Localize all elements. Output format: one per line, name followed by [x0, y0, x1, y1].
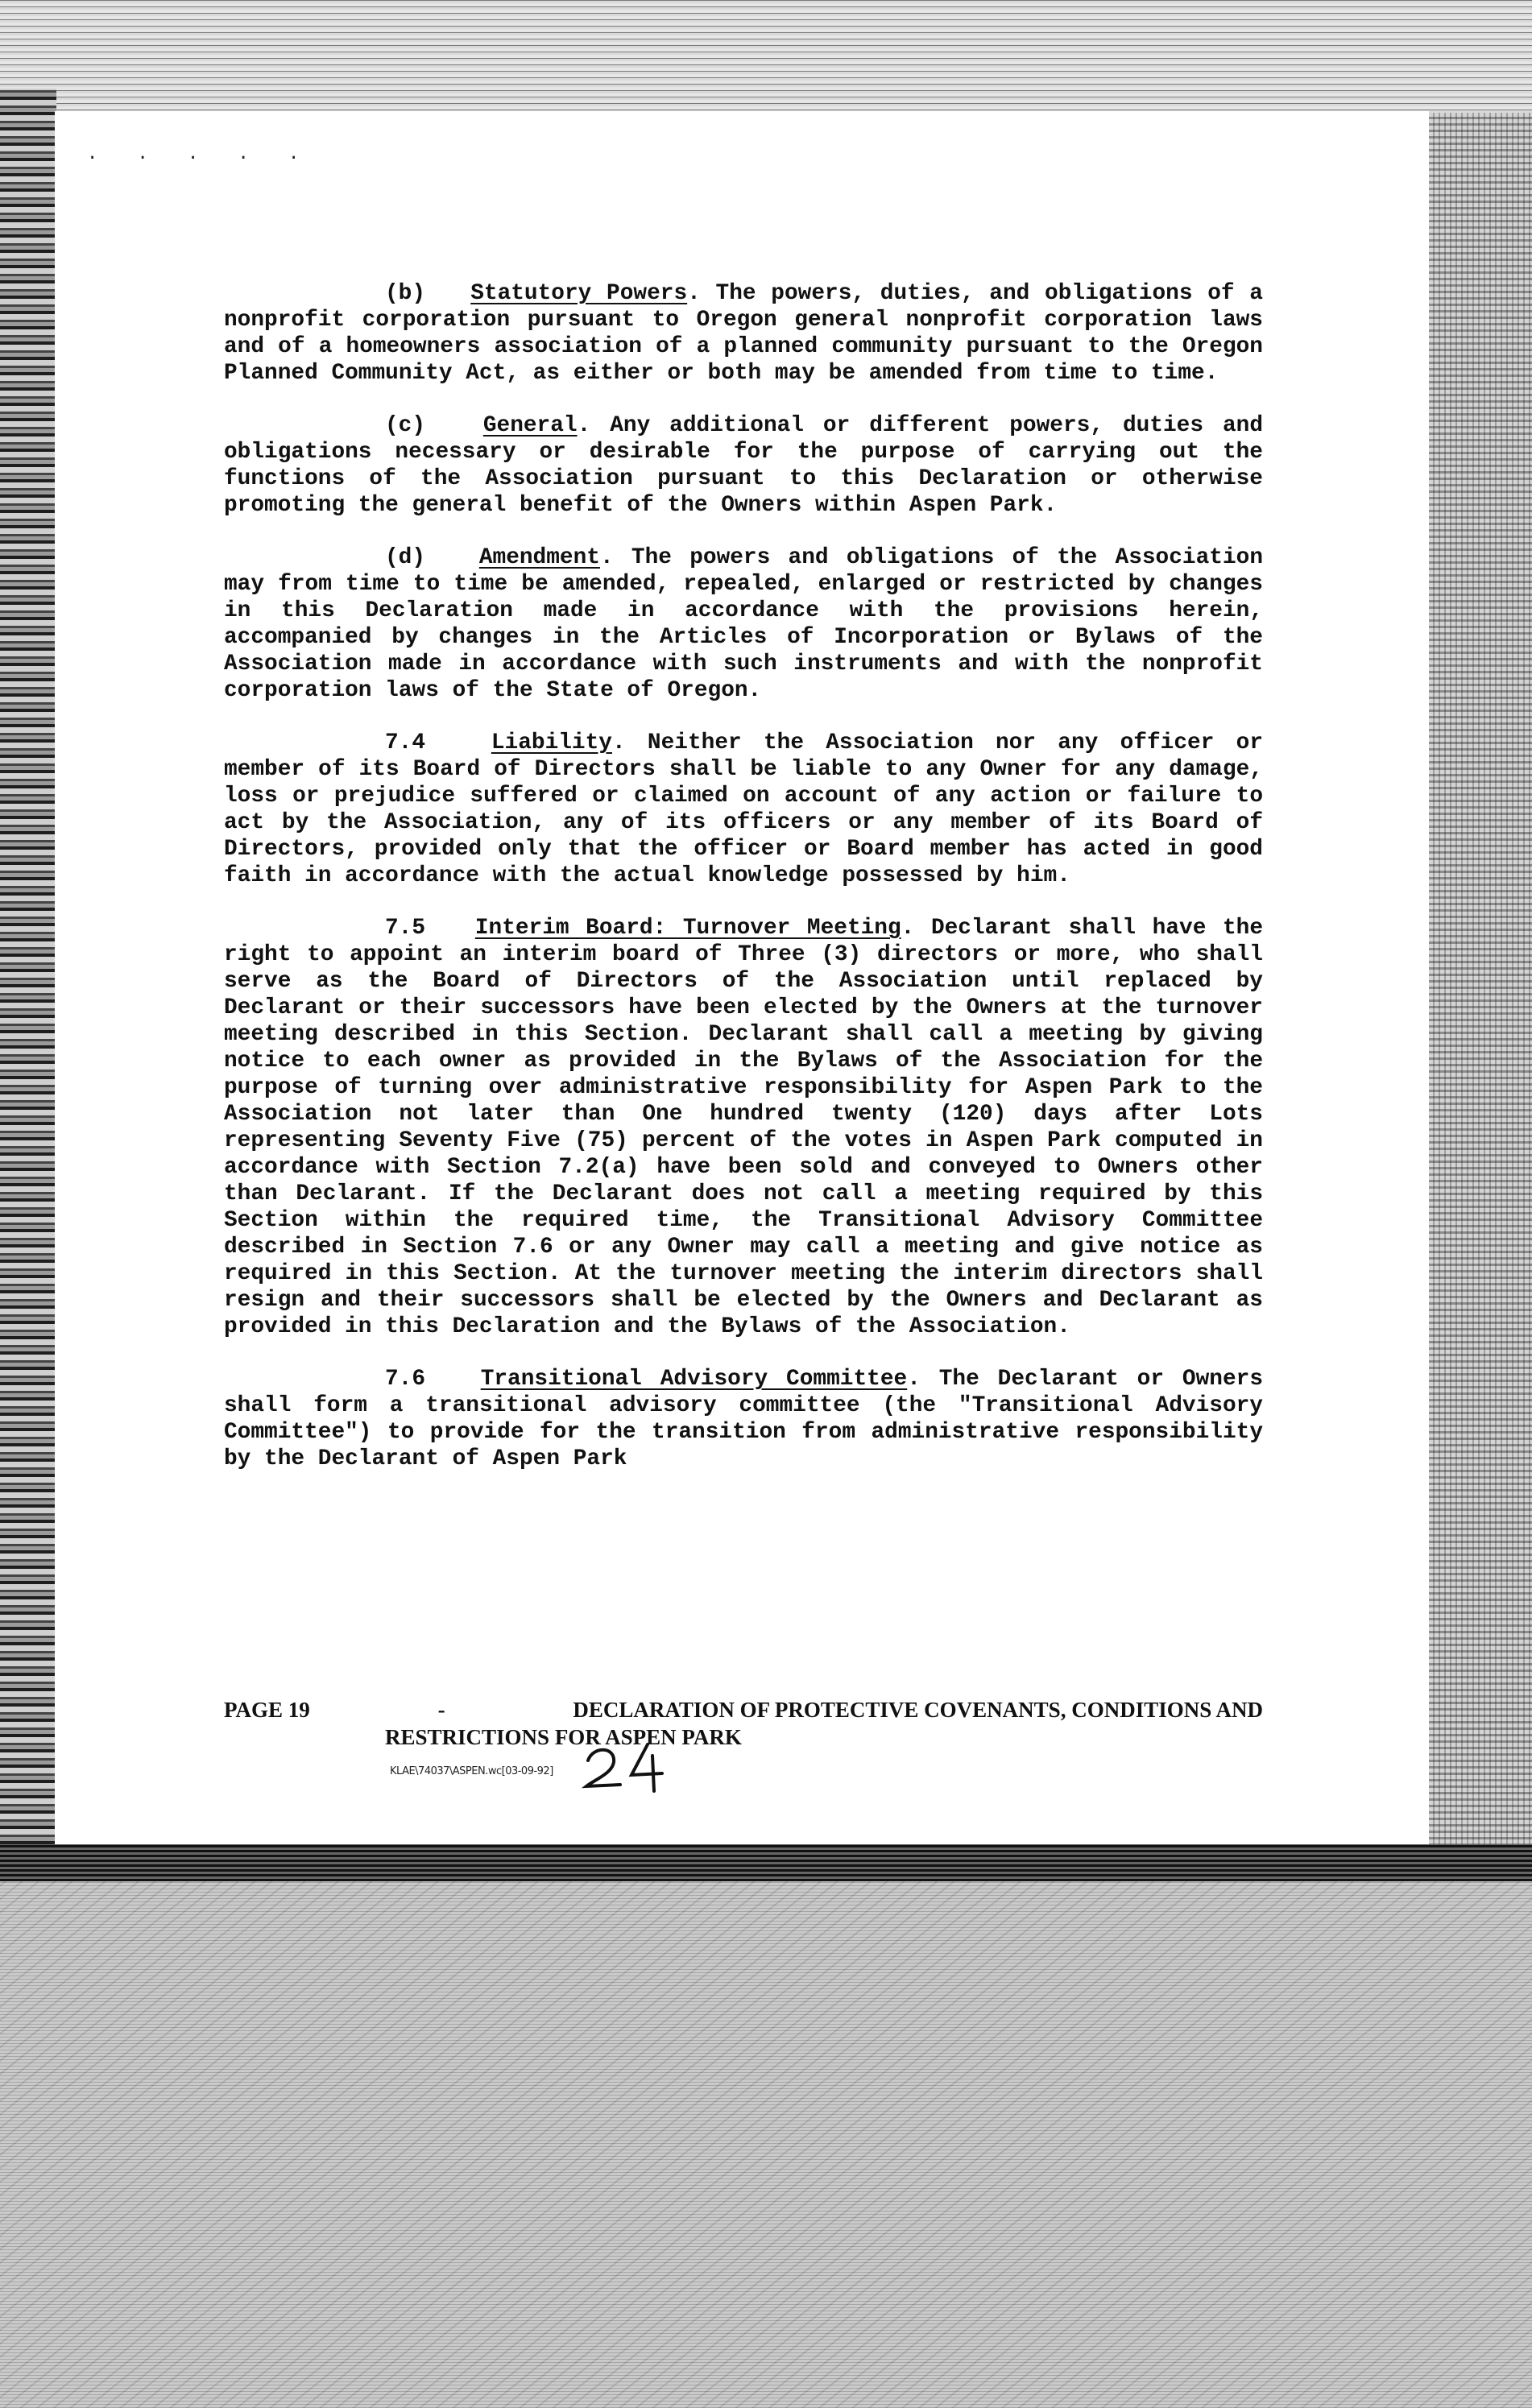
paragraph-label: (c): [385, 413, 426, 438]
handwritten-digit-4: [631, 1744, 662, 1791]
section-text: . The Declarant or Owners shall form a transitional advisory committee (the "Transitional Advisory Committee") to provide for the transition from administrative responsibility by the Declarant of Aspen Park: [224, 1367, 1263, 1471]
paragraph-label: (d): [385, 545, 426, 570]
scan-dark-band: [0, 1844, 1532, 1881]
handwritten-digit-2: [586, 1750, 620, 1786]
scan-noise-left: [0, 89, 56, 1844]
section-7-5: [224, 915, 1263, 1340]
footer-title-line-1: DECLARATION OF PROTECTIVE COVENANTS, CONDITIONS AND: [573, 1698, 1263, 1722]
footer-separator: -: [437, 1698, 445, 1722]
section-7-6: [224, 1366, 1263, 1472]
section-text: . Neither the Association nor any officer or member of its Board of Directors shall be liable to any Owner for any damage, loss or prejudice suffered or claimed on account of any action or failure to act by the Association, any of its officers or any member of its Board of Directors, provided only that the officer or Board member has acted in good faith in accordance with the actual knowledge possessed by him.: [224, 730, 1263, 888]
section-heading: Interim Board: Turnover Meeting: [474, 916, 901, 941]
page-footer: [224, 1696, 1263, 1751]
scan-noise-top: [0, 0, 1532, 113]
document-page: [55, 111, 1429, 1844]
footer-title-line-2: RESTRICTIONS FOR ASPEN PARK: [385, 1725, 742, 1749]
page-label: PAGE 19: [224, 1698, 310, 1722]
scan-specks: . . . . .: [87, 143, 314, 163]
section-heading: Liability: [491, 730, 612, 755]
paragraph-heading: Amendment: [478, 545, 600, 570]
document-body: [224, 280, 1263, 1498]
paragraph-label: (b): [385, 281, 426, 306]
section-number: 7.6: [385, 1367, 426, 1392]
paragraph-d: [224, 544, 1263, 704]
scan-noise-right: [1427, 113, 1532, 1852]
document-reference: KLAE\74037\ASPEN.wc[03-09-92]: [390, 1765, 553, 1777]
section-7-4: [224, 730, 1263, 889]
section-text: . Declarant shall have the right to appoint an interim board of Three (3) directors or more, who shall serve as the Board of Directors of the Association until replaced by Declarant or their successors have been elected by the Owners at the turnover meeting described in this Section. Declarant shall call a meeting by giving notice to each owner as provided in the Bylaws of the Association for the purpose of turning over administrative responsibility for Aspen Park to the Association not later than One hundred twenty (120) days after Lots representing Seventy Five (75) percent of the votes in Aspen Park computed in accordance with Section 7.2(a) have been sold and conveyed to Owners other than Declarant. If the Declarant does not call a meeting required by this Section within the required time, the Transitional Advisory Committee described in Section 7.6 or any Owner may call a meeting and give notice as required in this Section. At the turnover meeting the interim directors shall resign and their successors shall be elected by the Owners and Declarant as provided in this Declaration and the Bylaws of the Association.: [224, 916, 1264, 1339]
paragraph-b: [224, 280, 1263, 387]
scan-noise-bottom: [0, 1844, 1532, 2408]
paragraph-heading: Statutory Powers: [470, 281, 688, 306]
paragraph-text: . Any additional or different powers, duties and obligations necessary or desirable for the purpose of carrying out the functions of the Association pursuant to this Declaration or otherwise promoting the general benefit of the Owners within Aspen Park.: [224, 413, 1263, 518]
paragraph-c: [224, 412, 1263, 519]
section-heading: Transitional Advisory Committee: [480, 1367, 908, 1392]
section-number: 7.4: [385, 730, 426, 755]
paragraph-heading: General: [482, 413, 578, 438]
paragraph-text: . The powers, duties, and obligations of a nonprofit corporation pursuant to Oregon general nonprofit corporation laws and of a homeowners association of a planned community pursuant to the Oregon Planned Community Act, as either or both may be amended from time to time.: [224, 281, 1263, 386]
paragraph-text: . The powers and obligations of the Association may from time to time be amended, repealed, enlarged or restricted by changes in this Declaration made in accordance with the provisions herein, accompanied by changes in the Articles of Incorporation or Bylaws of the Association made in accordance with such instruments and with the nonprofit corporation laws of the State of Oregon.: [224, 545, 1264, 703]
footer-line-1: [224, 1696, 1263, 1723]
section-number: 7.5: [385, 916, 426, 941]
handwritten-page-number: [578, 1738, 675, 1794]
